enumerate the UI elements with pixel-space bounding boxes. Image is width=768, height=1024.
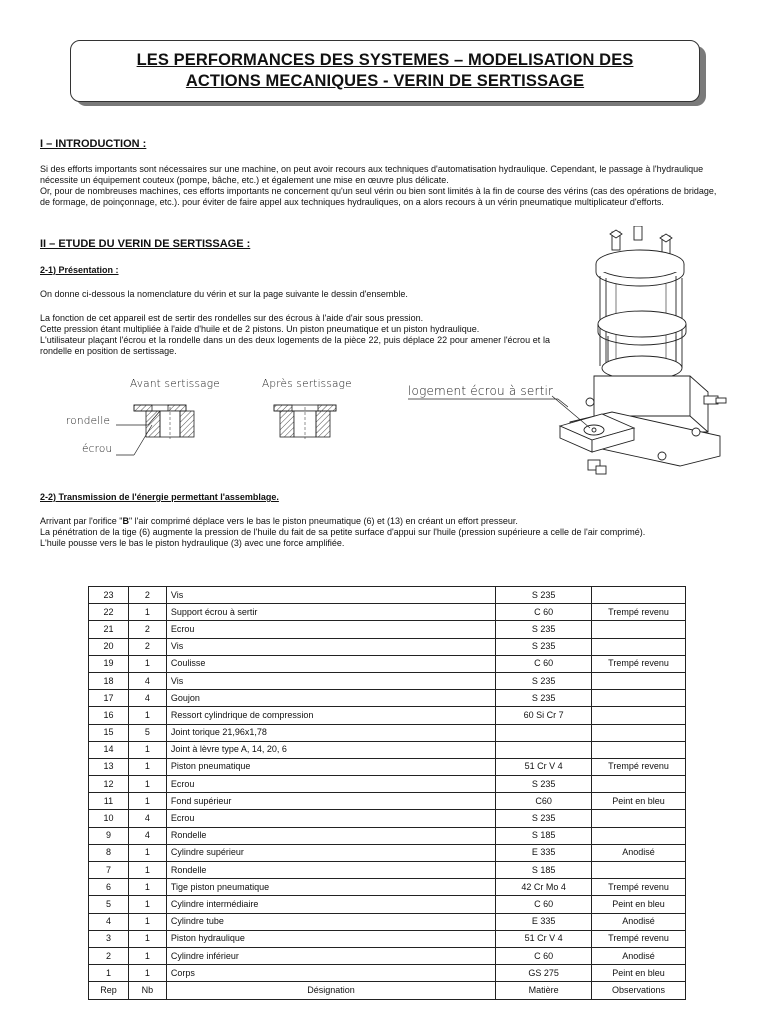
nb-cell: 4 [128,672,166,689]
nb-cell: 1 [128,655,166,672]
table-row [89,638,686,655]
rep-cell: 23 [89,587,129,604]
crimping-cylinder-drawing [530,226,740,496]
header-material-cell: Matière [496,982,592,999]
rep-cell: 10 [89,810,129,827]
designation-cell: Joint torique 21,96x1,78 [166,724,495,741]
observations-cell: Trempé revenu [592,930,686,947]
presentation-p1: On donne ci-dessous la nomenclature du vérin et sur la page suivante le dessin d'ensemble. [40,289,408,299]
material-cell: C 60 [496,947,592,964]
observations-cell: Peint en bleu [592,965,686,982]
table-row [89,587,686,604]
rep-cell: 21 [89,621,129,638]
table-row [89,827,686,844]
observations-cell [592,707,686,724]
rep-cell: 12 [89,776,129,793]
transmission-l3: L'huile pousse vers le bas le piston hydraulique (3) avec une force amplifiée. [40,538,345,548]
intro-heading: I – INTRODUCTION : [40,138,147,150]
designation-cell: Vis [166,587,495,604]
nut-before [146,407,194,439]
nb-cell: 1 [128,707,166,724]
designation-cell: Support écrou à sertir [166,604,495,621]
parts-list-body [89,587,686,1000]
table-row [89,862,686,879]
nb-cell: 1 [128,930,166,947]
housing-label: logement écrou à sertir [408,384,554,398]
material-cell: S 235 [496,810,592,827]
crimp-section-drawing [60,395,360,465]
rep-cell: 2 [89,947,129,964]
nb-cell: 1 [128,896,166,913]
observations-cell [592,690,686,707]
transmission-l2: La pénétration de la tige (6) augmente la pression de l'huile du fait de sa petite surface d'appui sur l'huile (pression supérieure a celle de l'air comprimé). [40,527,646,537]
intro-paragraph [40,164,720,208]
material-cell [496,724,592,741]
designation-cell: Cylindre tube [166,913,495,930]
designation-cell: Goujon [166,690,495,707]
material-cell: S 185 [496,862,592,879]
observations-cell: Peint en bleu [592,896,686,913]
presentation-p2-line1: La fonction de cet appareil est de sertir des rondelles sur des écrous à l'aide d'air sous pression. [40,313,424,323]
rep-cell: 20 [89,638,129,655]
orifice-b-label: B [122,516,129,526]
observations-cell [592,810,686,827]
rep-cell: 19 [89,655,129,672]
rep-cell: 11 [89,793,129,810]
designation-cell: Piston pneumatique [166,758,495,775]
observations-cell: Anodisé [592,913,686,930]
rep-cell: 22 [89,604,129,621]
header-observations-cell: Observations [592,982,686,999]
observations-cell [592,724,686,741]
table-row [89,965,686,982]
material-cell: C60 [496,793,592,810]
designation-cell: Vis [166,638,495,655]
rep-cell: 4 [89,913,129,930]
designation-cell: Rondelle [166,827,495,844]
observations-cell [592,672,686,689]
presentation-p2-line2: Cette pression étant multipliée à l'aide d'huile et de 2 pistons. Un piston pneumatique et un piston hydraulique. [40,324,480,334]
table-row [89,741,686,758]
rep-cell: 16 [89,707,129,724]
observations-cell [592,638,686,655]
header-rep-cell: Rep [89,982,129,999]
observations-cell: Anodisé [592,844,686,861]
assembly-after [274,405,336,439]
table-row [89,930,686,947]
rep-cell: 18 [89,672,129,689]
observations-cell: Peint en bleu [592,793,686,810]
observations-cell: Trempé revenu [592,604,686,621]
table-row [89,793,686,810]
table-row [89,879,686,896]
presentation-heading: 2-1) Présentation : [40,265,119,275]
table-row [89,621,686,638]
observations-cell [592,587,686,604]
intro-p2: Or, pour de nombreuses machines, ces efforts importants ne concernent qu'un seul vérin ou bien sont limités à la fin de course des vérins (cas des opérations de bridage, de formage, de poinçonnage, etc.). pour éviter de faire appel aux techniques hydrauliques, on a alors recours à un vérin pneumatique multiplicateur d'efforts. [40,186,717,207]
observations-cell [592,741,686,758]
material-cell: S 235 [496,690,592,707]
rep-cell: 5 [89,896,129,913]
table-header-row [89,982,686,999]
designation-cell: Ecrou [166,776,495,793]
observations-cell: Anodisé [592,947,686,964]
study-heading: II – ETUDE DU VERIN DE SERTISSAGE : [40,238,251,250]
rep-cell: 13 [89,758,129,775]
nb-cell: 1 [128,758,166,775]
after-crimp-label: Après sertissage [262,378,352,390]
material-cell: E 335 [496,913,592,930]
rep-cell: 6 [89,879,129,896]
rep-cell: 17 [89,690,129,707]
designation-cell: Piston hydraulique [166,930,495,947]
material-cell: GS 275 [496,965,592,982]
designation-cell: Cylindre intermédiaire [166,896,495,913]
rep-cell: 15 [89,724,129,741]
material-cell: 51 Cr V 4 [496,758,592,775]
presentation-p2 [40,313,550,357]
designation-cell: Cylindre supérieur [166,844,495,861]
table-row [89,690,686,707]
presentation-p2-line3: L'utilisateur plaçant l'écrou et la rondelle dans un des deux logements de la pièce 22, puis déplace 22 pour amener l'écrou et la rondelle en position de sertissage. [40,335,550,356]
intro-p1: Si des efforts importants sont nécessaires sur une machine, on peut avoir recours aux techniques d'automatisation hydraulique. Cependant, le passage à l'hydraulique nécessite un équipement couteux (pompe, bâche, etc.) et également une mise en œuvre plus délicate. [40,164,704,185]
designation-cell: Tige piston pneumatique [166,879,495,896]
nb-cell: 2 [128,621,166,638]
designation-cell: Vis [166,672,495,689]
table-row [89,947,686,964]
table-row [89,810,686,827]
table-row [89,672,686,689]
designation-cell: Ecrou [166,810,495,827]
table-row [89,913,686,930]
transmission-heading: 2-2) Transmission de l'énergie permettant l'assemblage. [40,492,279,502]
rep-cell: 7 [89,862,129,879]
nb-cell: 2 [128,638,166,655]
designation-cell: Coulisse [166,655,495,672]
observations-cell: Trempé revenu [592,758,686,775]
nb-cell: 4 [128,690,166,707]
nb-cell: 1 [128,844,166,861]
nb-cell: 4 [128,810,166,827]
designation-cell: Ressort cylindrique de compression [166,707,495,724]
designation-cell: Rondelle [166,862,495,879]
observations-cell [592,621,686,638]
designation-cell: Fond supérieur [166,793,495,810]
table-row [89,655,686,672]
title-line-1: LES PERFORMANCES DES SYSTEMES – MODELISATION DES [136,51,634,69]
material-cell: C 60 [496,655,592,672]
nb-cell: 1 [128,741,166,758]
material-cell: S 185 [496,827,592,844]
table-row [89,707,686,724]
material-cell: S 235 [496,776,592,793]
material-cell [496,741,592,758]
rep-cell: 1 [89,965,129,982]
designation-cell: Corps [166,965,495,982]
table-row [89,604,686,621]
rep-cell: 14 [89,741,129,758]
observations-cell [592,827,686,844]
designation-cell: Cylindre inférieur [166,947,495,964]
table-row [89,724,686,741]
transmission-paragraph [40,516,720,549]
table-row [89,758,686,775]
nb-cell: 1 [128,965,166,982]
nb-cell: 2 [128,587,166,604]
title-line-2: ACTIONS MECANIQUES - VERIN DE SERTISSAGE [185,72,585,90]
parts-list-table [88,586,686,1000]
designation-cell: Joint à lèvre type A, 14, 20, 6 [166,741,495,758]
before-crimp-label: Avant sertissage [130,378,220,390]
rep-cell: 9 [89,827,129,844]
material-cell: C 60 [496,604,592,621]
material-cell: C 60 [496,896,592,913]
material-cell: 60 Si Cr 7 [496,707,592,724]
nb-cell: 1 [128,862,166,879]
observations-cell [592,862,686,879]
transmission-l1-post: " l'air comprimé déplace vers le bas le piston pneumatique (6) et (13) en créant un effort presseur. [128,516,518,526]
observations-cell: Trempé revenu [592,879,686,896]
washer-label: rondelle [66,415,111,427]
nb-cell: 1 [128,604,166,621]
rep-cell: 8 [89,844,129,861]
observations-cell [592,776,686,793]
material-cell: S 235 [496,587,592,604]
material-cell: S 235 [496,621,592,638]
header-designation-cell: Désignation [166,982,495,999]
material-cell: S 235 [496,638,592,655]
nb-cell: 1 [128,947,166,964]
header-nb-cell: Nb [128,982,166,999]
nb-cell: 5 [128,724,166,741]
nb-cell: 1 [128,879,166,896]
nb-cell: 1 [128,776,166,793]
rep-cell: 3 [89,930,129,947]
transmission-l1-pre: Arrivant par l'orifice " [40,516,123,526]
table-row [89,844,686,861]
nb-cell: 4 [128,827,166,844]
designation-cell: Ecrou [166,621,495,638]
nb-cell: 1 [128,793,166,810]
nut-label: écrou [82,443,113,455]
table-row [89,896,686,913]
observations-cell: Trempé revenu [592,655,686,672]
material-cell: E 335 [496,844,592,861]
housing-leader-line [408,395,568,435]
washer-before [134,405,186,411]
table-row [89,776,686,793]
material-cell: S 235 [496,672,592,689]
material-cell: 51 Cr V 4 [496,930,592,947]
title-box [70,40,700,102]
nb-cell: 1 [128,913,166,930]
material-cell: 42 Cr Mo 4 [496,879,592,896]
